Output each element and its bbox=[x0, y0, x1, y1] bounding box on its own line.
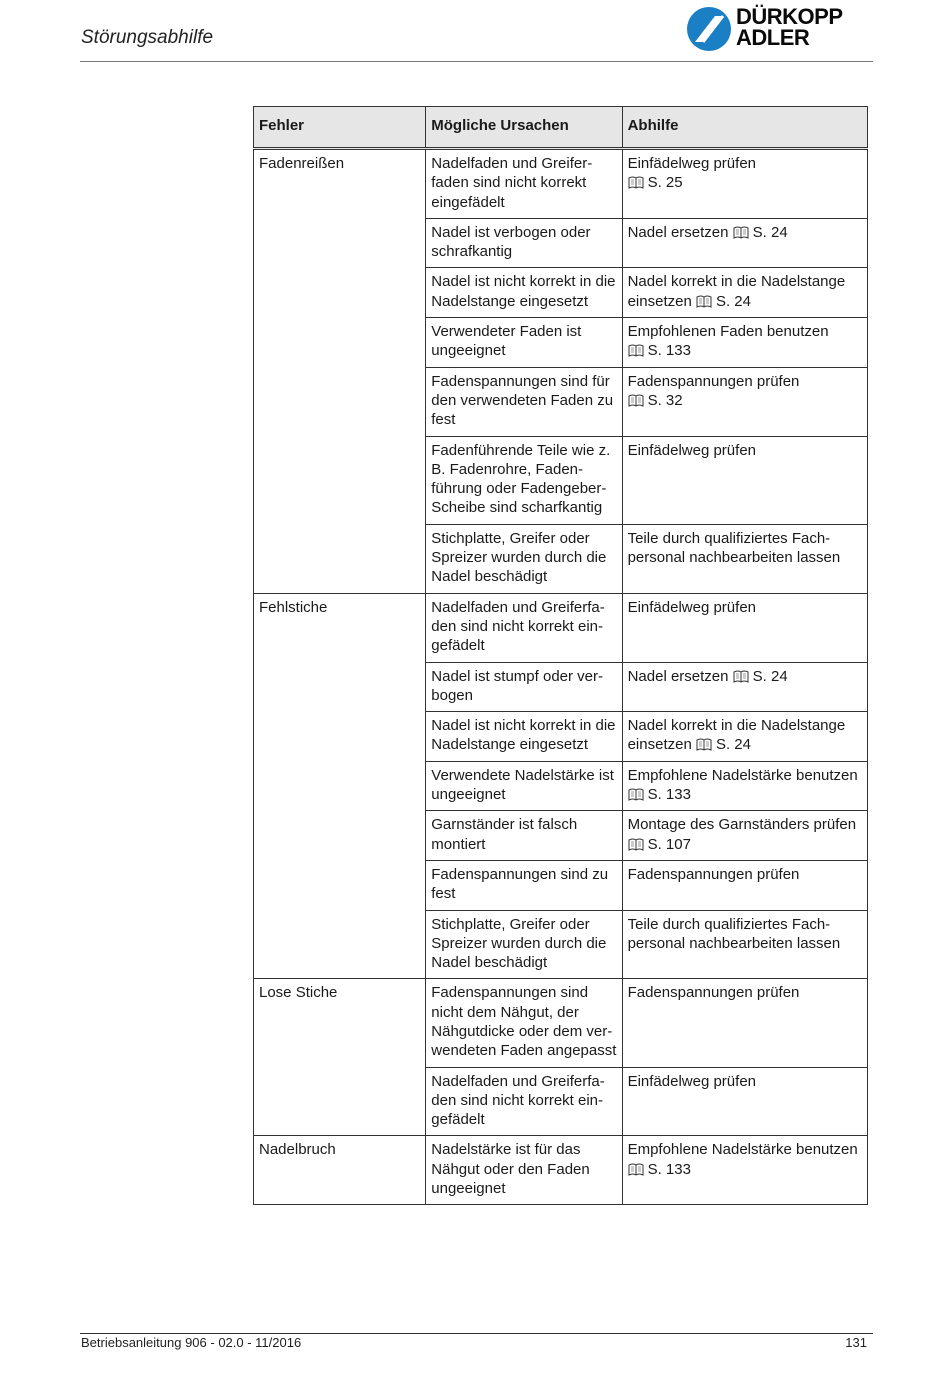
cause-cell: Nadelfaden und Greiferfaden sind nicht korrekt eingefädelt bbox=[426, 593, 622, 662]
remedy-text: Montage des Garnständers prüfen bbox=[627, 816, 857, 834]
remedy-text: Nadel ersetzen bbox=[627, 667, 729, 685]
remedy-cell bbox=[622, 811, 867, 861]
remedy-cell bbox=[622, 218, 867, 268]
page-reference-link[interactable]: S. 24 bbox=[715, 292, 751, 310]
remedy-cell bbox=[622, 436, 867, 524]
fault-cell: Nadelbruch bbox=[254, 1136, 426, 1205]
table-row bbox=[254, 1136, 868, 1205]
cause-cell: Garnständer ist falsch montiert bbox=[426, 811, 622, 861]
troubleshooting-table bbox=[253, 106, 868, 1205]
page-reference-link[interactable]: S. 133 bbox=[647, 342, 691, 360]
remedy-cell bbox=[622, 1067, 867, 1136]
cause-cell: Fadenspannungen sind zu fest bbox=[426, 860, 622, 910]
book-reference-icon bbox=[628, 393, 644, 406]
book-reference-icon bbox=[628, 787, 644, 800]
remedy-text: Fadenspannungen prüfen bbox=[627, 984, 800, 1002]
remedy-cell bbox=[622, 524, 867, 593]
page-reference-link[interactable]: S. 24 bbox=[715, 736, 751, 754]
cause-cell: Nadelfaden und Greiferfaden sind nicht korrekt eingefädelt bbox=[426, 149, 622, 219]
footer-manual-info: Betriebsanleitung 906 - 02.0 - 11/2016 bbox=[81, 1335, 302, 1350]
remedy-text: Einfädelweg prüfen bbox=[627, 441, 757, 459]
remedy-text: Nadel korrekt in die Nadelstange einsetzen bbox=[627, 717, 846, 754]
book-reference-icon bbox=[628, 1162, 644, 1175]
book-reference-icon bbox=[696, 737, 712, 750]
cause-cell: Stichplatte, Greifer oder Spreizer wurden durch die Nadel beschädigt bbox=[426, 524, 622, 593]
section-title: Störungsabhilfe bbox=[81, 27, 214, 48]
cause-cell: Verwendeter Faden ist ungeeignet bbox=[426, 318, 622, 368]
remedy-cell bbox=[622, 367, 867, 436]
footer-divider bbox=[80, 1333, 873, 1334]
page-reference-link[interactable]: S. 24 bbox=[752, 223, 788, 241]
remedy-text: Nadel ersetzen bbox=[627, 223, 729, 241]
page-reference-link[interactable]: S. 133 bbox=[647, 1160, 691, 1178]
fault-cell: Fehlstiche bbox=[254, 593, 426, 979]
remedy-cell bbox=[622, 761, 867, 811]
remedy-cell bbox=[622, 149, 867, 219]
book-reference-icon bbox=[628, 175, 644, 188]
remedy-text: Teile durch qualifiziertes Fachpersonal nachbearbeiten lassen bbox=[627, 529, 841, 567]
remedy-text: Nadel korrekt in die Nadelstange einsetzen bbox=[627, 273, 846, 310]
book-reference-icon bbox=[733, 225, 749, 238]
remedy-cell bbox=[622, 910, 867, 979]
fault-cell: Fadenreißen bbox=[254, 149, 426, 594]
remedy-text: Empfohlene Nadelstärke benutzen bbox=[627, 1141, 858, 1159]
page-reference-link[interactable]: S. 32 bbox=[647, 391, 683, 409]
remedy-text: Teile durch qualifiziertes Fachpersonal nachbearbeiten lassen bbox=[627, 915, 841, 952]
fault-cell: Lose Stiche bbox=[254, 979, 426, 1136]
remedy-cell bbox=[622, 593, 867, 662]
remedy-text: Fadenspannungen prüfen bbox=[627, 865, 800, 883]
cause-cell: Stichplatte, Greifer oder Spreizer wurden durch die Nadel beschädigt bbox=[426, 910, 622, 979]
remedy-text: Einfädelweg prüfen bbox=[627, 598, 757, 616]
cause-cell: Nadelfaden und Greiferfaden sind nicht korrekt eingefädelt bbox=[426, 1067, 622, 1136]
table-header-row bbox=[254, 107, 868, 149]
remedy-cell bbox=[622, 712, 867, 762]
table-row bbox=[254, 593, 868, 662]
remedy-cell bbox=[622, 979, 867, 1067]
page-reference-link[interactable]: S. 25 bbox=[647, 174, 683, 192]
cause-cell: Fadenspannungen sind für den verwendeten Faden zu fest bbox=[426, 367, 622, 436]
cause-cell: Fadenführende Teile wie z. B. Fadenrohre, Fadenführung oder Fadengeber-Scheibe sind scharfkantig bbox=[426, 436, 622, 524]
remedy-cell bbox=[622, 662, 867, 712]
logo-line-1: DÜRKOPP bbox=[736, 4, 843, 29]
remedy-text: Einfädelweg prüfen bbox=[627, 155, 757, 172]
cause-cell: Nadel ist stumpf oder verbogen bbox=[426, 662, 622, 712]
cause-cell: Nadel ist nicht korrekt in die Nadelstange eingesetzt bbox=[426, 712, 622, 762]
table-body bbox=[254, 149, 868, 1205]
header-fehler: Fehler bbox=[254, 107, 426, 149]
remedy-text: Empfohlenen Faden benutzen bbox=[627, 323, 829, 341]
page-number: 131 bbox=[845, 1335, 867, 1350]
cause-cell: Nadel ist verbogen oder schrafkantig bbox=[426, 218, 622, 268]
header-divider bbox=[80, 61, 873, 62]
logo-wordmark bbox=[736, 6, 876, 48]
remedy-text: Fadenspannungen prüfen bbox=[627, 372, 800, 390]
book-reference-icon bbox=[628, 837, 644, 850]
page-reference-link[interactable]: S. 133 bbox=[647, 786, 691, 804]
page-reference-link[interactable]: S. 107 bbox=[647, 835, 691, 853]
cause-cell: Fadenspannungen sind nicht dem Nähgut, der Nähgutdicke oder dem verwendeten Faden angepasst bbox=[426, 979, 622, 1067]
remedy-text: Empfohlene Nadelstärke benutzen bbox=[627, 766, 858, 784]
remedy-cell bbox=[622, 318, 867, 368]
remedy-cell bbox=[622, 268, 867, 318]
logo-line-2: ADLER bbox=[736, 25, 810, 50]
book-reference-icon bbox=[628, 343, 644, 356]
table-row bbox=[254, 979, 868, 1067]
remedy-text: Einfädelweg prüfen bbox=[627, 1072, 757, 1090]
header-abhilfe: Abhilfe bbox=[622, 107, 867, 149]
remedy-cell bbox=[622, 860, 867, 910]
book-reference-icon bbox=[696, 294, 712, 307]
cause-cell: Verwendete Nadelstärke ist ungeeignet bbox=[426, 761, 622, 811]
remedy-cell bbox=[622, 1136, 867, 1205]
header-ursachen: Mögliche Ursachen bbox=[426, 107, 622, 149]
cause-cell: Nadel ist nicht korrekt in die Nadelstange eingesetzt bbox=[426, 268, 622, 318]
cause-cell: Nadelstärke ist für das Nähgut oder den Faden ungeeignet bbox=[426, 1136, 622, 1205]
book-reference-icon bbox=[733, 669, 749, 682]
page-reference-link[interactable]: S. 24 bbox=[752, 667, 788, 685]
table-row bbox=[254, 149, 868, 219]
